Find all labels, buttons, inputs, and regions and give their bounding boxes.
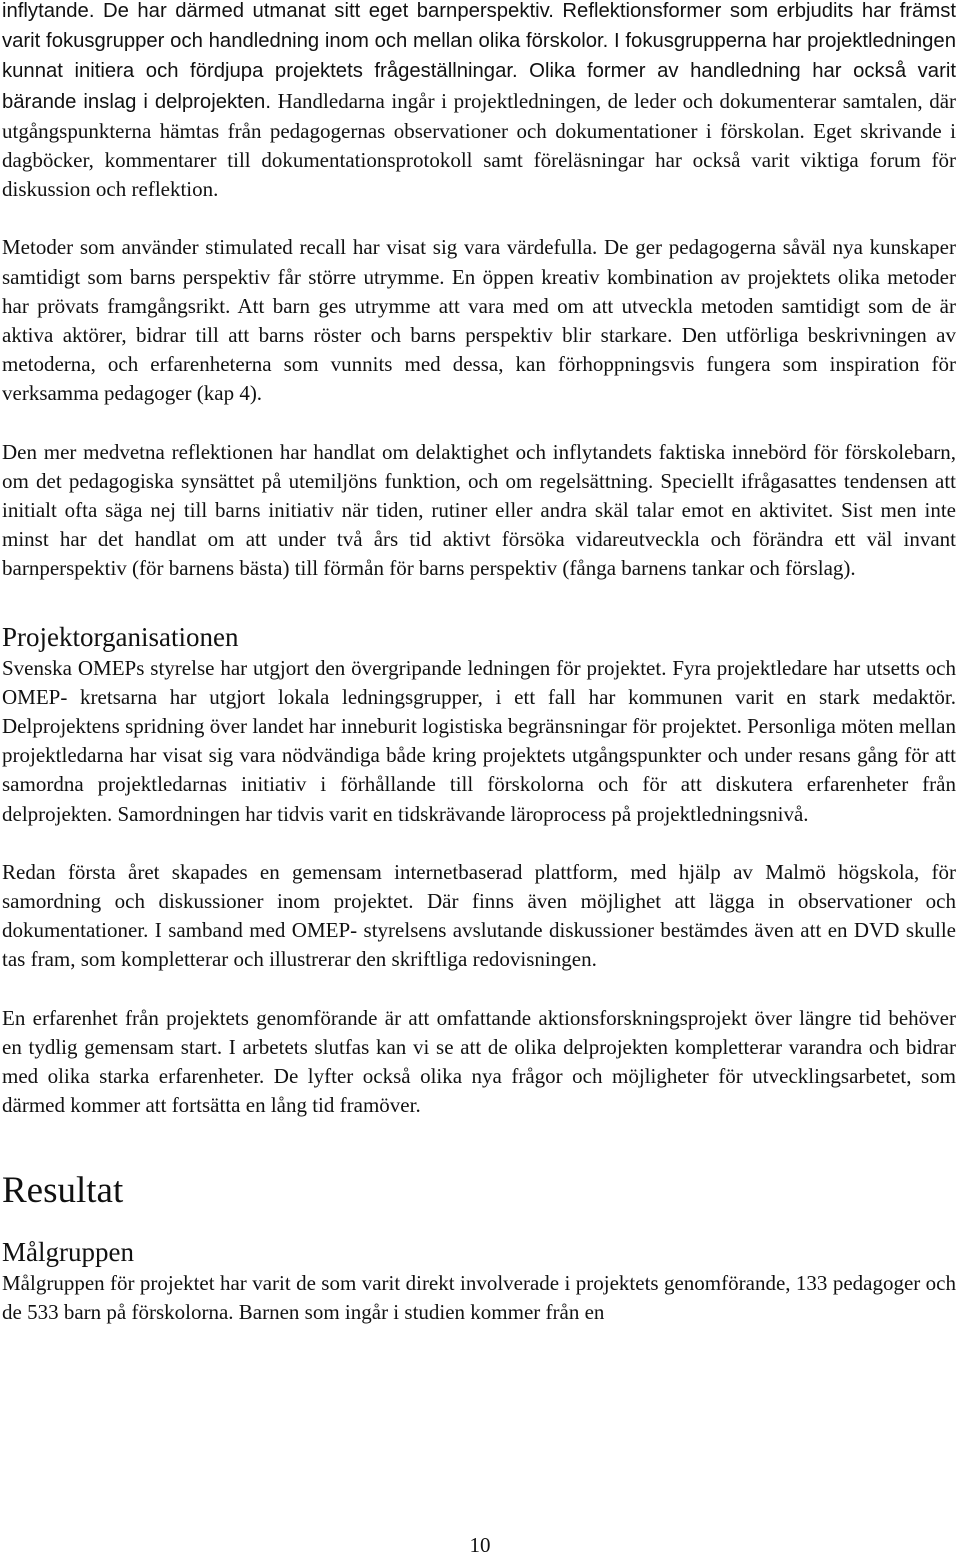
intro-sans-text: inflytande. De har därmed utmanat sitt eget barnperspektiv. Reflektionsformer som erbjudits har främst varit fokusgrupper och handledning inom och mellan olika förskolor. I fokusgrupperna har projektledningen kunnat initiera och fördjupa projektets frågeställningar. Olika former av handledning har också varit bärande inslag i delprojekten. (2, 0, 956, 113)
intro-serif-text: Handledarna ingår i projektledningen, de leder och dokumenterar samtalen, där utgångspunkterna hämtas från pedagogernas observationer och dokumentationer i förskolan. Eget skrivande i dagböcker, kommentarer till dokumentationsprotokoll samt föreläsningar har också varit viktiga forum för diskussion och reflektion. (2, 88, 957, 202)
results-heading: Resultat (2, 1169, 124, 1211)
methods-paragraph: Metoder som använder stimulated recall har visat sig vara värdefulla. De ger pedagogerna såväl nya kunskaper samtidigt som barns perspektiv får större utrymme. En öppen kreativ kombination av projektets olika metoder har prövats framgångsrikt. Att barn ges utrymme att vara med om att utveckla metoden samtidigt som de är aktiva aktörer, bidrar till att barns röster och barns perspektiv blir starkare. Den utförliga beskrivningen av metoderna, och erfarenheterna som vunnits med dessa, kan förhoppningsvis fungera som inspiration för verksamma pedagoger (kap 4). (2, 235, 956, 406)
organisation-paragraph: Svenska OMEPs styrelse har utgjort den övergripande ledningen för projektet. Fyra projektledare har utsetts och OMEP- kretsarna har utgjort lokala ledningsgrupper, i ett fall har kommunen varit en stark medaktör. Delprojektens spridning över landet har inneburit logistiska begränsningar för projektet. Personliga möten mellan projektledarna har visat sig vara nödvändiga både kring projektets utgångspunkter och under resans gång för att samordna projektledarnas initiativ i förhållande till förskolorna och för att diskutera erfarenheter från delprojekten. Samordningen har tidvis varit en tidskrävande läroprocess på projektledningsnivå. (2, 655, 956, 826)
page-number: 10 (469, 1533, 491, 1557)
experience-paragraph: En erfarenhet från projektets genomförande är att omfattande aktionsforskningsprojekt över längre tid behöver en tydlig gemensam start. I arbetets slutfas kan vi se att de olika delprojekten kompletterar varandra och bidrar med olika starka erfarenheter. De lyfter också olika nya frågor och möjligheter för utvecklingsarbetet, som därmed kommer att fortsätta en lång tid framöver. (2, 1005, 956, 1118)
intro-paragraph (0, 0, 956, 204)
organisation-heading: Projektorganisationen (2, 621, 239, 652)
reflection-paragraph: Den mer medvetna reflektionen har handlat om delaktighet och inflytandets faktiska innebörd för förskolebarn, om det pedagogiska synsättet på utemiljöns funktion, och om regelsättning. Speciellt ifrågasattes tendensen att initialt ofta säga nej till barns initiativ när tiden, rutiner eller andra skäl talar emot en aktivitet. Sist men inte minst har det handlat om att under två års tid aktivt försöka vidareutveckla och förändra ett väl invant barnperspektiv (för barnens bästa) till förmån för barns perspektiv (fånga barnens tankar och förslag). (2, 439, 956, 581)
target-group-heading: Målgruppen (2, 1236, 134, 1267)
platform-paragraph: Redan första året skapades en gemensam internetbaserad plattform, med hjälp av Malmö högskola, för samordning och diskussioner inom projektet. Där finns även möjlighet att lägga in observationer och dokumentationer. I samband med OMEP- styrelsens avslutande diskussioner bestämdes även att en DVD skulle tas fram, som kompletterar och illustrerar den skriftliga redovisningen. (2, 859, 956, 972)
target-group-paragraph: Målgruppen för projektet har varit de som varit direkt involverade i projektets genomförande, 133 pedagoger och de 533 barn på förskolorna. Barnen som ingår i studien kommer från en (2, 1270, 956, 1324)
